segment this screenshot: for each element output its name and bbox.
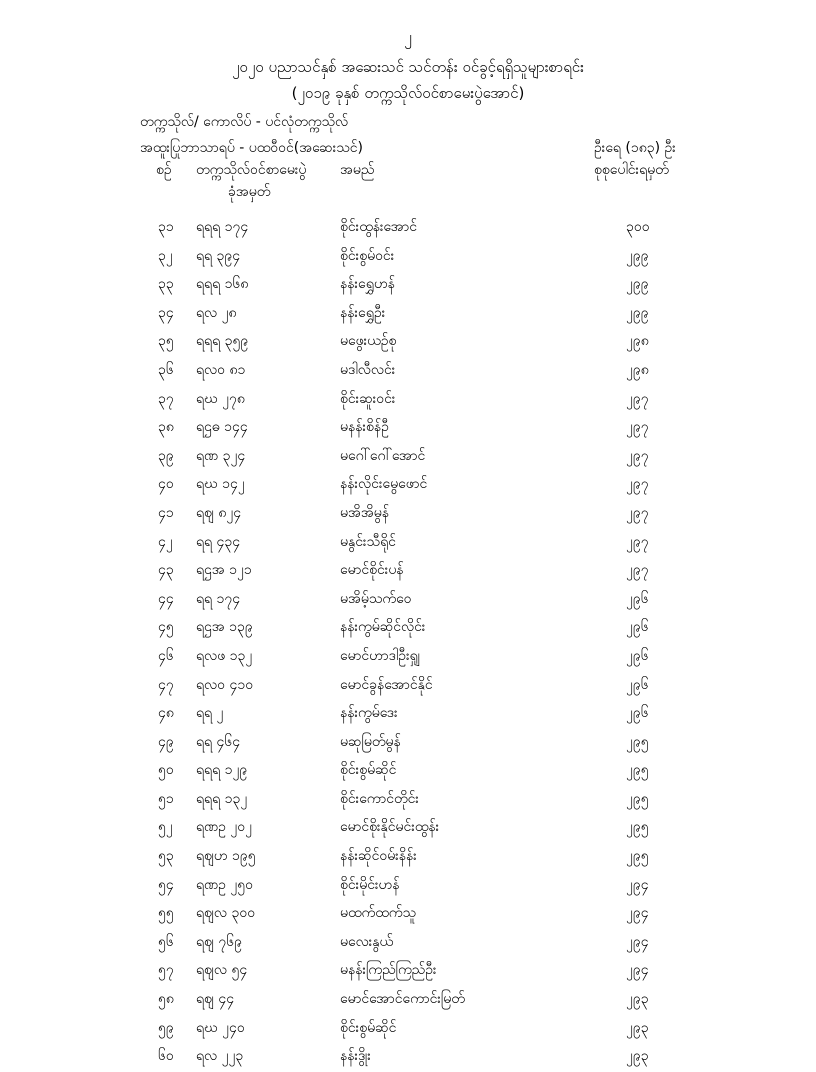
row-number: ၅၅ [158,905,174,922]
student-name: စိုင်းမိုင်းဟန် [340,876,400,893]
table-row [0,471,816,500]
total-marks: ၂၉၄ [626,905,649,922]
student-name: မလေးနွယ် [340,933,394,950]
row-number: ၄၇ [158,676,174,693]
roll-number: ရလ ၂၈ [196,304,237,321]
roll-number: ရဈလ ၃၀၀ [196,905,256,922]
student-name: မောင်စိုင်းပန် [340,562,404,579]
student-name: နန်းလိုင်းမွေဖောင် [340,476,428,493]
row-number: ၅၀ [158,762,174,779]
table-row [0,672,816,701]
table-row [0,500,816,529]
table-row [0,414,816,443]
quota-label: ဦးရေ (၁၈၃) ဦး [594,140,676,156]
header-roll-line2: ခုံအမှတ် [228,184,271,200]
student-name: မအိမ့်သက်ဝေ [340,590,412,607]
row-number: ၄၀ [158,476,174,493]
student-name: မနန်းစိန်ဦ [340,419,389,436]
total-marks: ၂၉၆ [626,676,649,693]
roll-number: ရဌအ ၁၂၁ [196,562,252,579]
total-marks: ၂၉၇ [626,447,649,464]
roll-number: ရဌဓ ၁၄၄ [196,419,248,436]
row-number: ၅၄ [158,876,174,893]
header-roll: တက္ကသိုလ်ဝင်စာမေးပွဲ [196,162,307,178]
row-number: ၃၅ [158,333,174,350]
student-name: မဒါလီလင်း [340,361,396,378]
total-marks: ၂၉၇ [626,504,649,521]
roll-number: ရဏ ၃၂၄ [196,447,246,464]
roll-number: ရလဖ ၁၃၂ [196,647,253,664]
roll-number: ရရရ ၁၂၉ [196,762,248,779]
table-row [0,557,816,586]
row-number: ၅၂ [158,819,173,836]
university-line: တက္ကသိုလ်/ ကောလိပ် - ပင်လုံတက္ကသိုလ် [140,114,349,130]
row-number: ၄၅ [158,619,174,636]
roll-number: ရရ ၂ [196,705,224,722]
student-name: မအိအိမွန် [340,504,389,521]
table-row [0,843,816,872]
table-row [0,614,816,643]
row-number: ၄၁ [158,504,174,521]
roll-number: ရရ ၃၉၄ [196,247,241,264]
total-marks: ၂၉၇ [626,390,649,407]
student-name: စိုင်းထွန်းအောင် [340,219,417,235]
total-marks: ၂၉၅ [626,733,649,750]
student-name: စိုင်းဆူးဝင်း [340,390,396,407]
row-number: ၅၉ [158,1019,174,1036]
student-name: နန်းရွှေဟန် [340,276,395,293]
roll-number: ရဌအ ၁၃၉ [196,619,253,636]
row-number: ၄၂ [158,533,173,550]
row-number: ၅၆ [158,933,174,950]
total-marks: ၂၉၈ [626,333,649,350]
row-number: ၃၂ [158,247,173,264]
roll-number: ရလဝ ၄၁၀ [196,676,254,693]
table-row [0,957,816,986]
table-row [0,443,816,472]
student-name: မောင်စိုးနိုင်မင်းထွန်း [340,819,440,836]
page-number: ၂ [404,27,412,46]
table-row [0,814,816,843]
total-marks: ၃၀၀ [626,219,650,235]
total-marks: ၂၉၇ [626,562,649,579]
table-row [0,386,816,415]
student-name: စိုင်းစွမ်ဆိုင် [340,762,397,779]
results-list [0,214,816,1072]
student-name: နန်းကွမ်ဒေး [340,705,398,722]
table-row [0,357,816,386]
table-row [0,729,816,758]
roll-number: ရဈ ၇၆၉ [196,933,242,950]
table-row [0,643,816,672]
student-name: နန်းဒွိုး [340,1048,371,1065]
total-marks: ၂၉၆ [626,705,649,722]
roll-number: ရရရ ၃၅၉ [196,333,249,350]
row-number: ၄၃ [158,562,174,579]
row-number: ၃၆ [158,361,174,378]
roll-number: ရဃ ၂၄၀ [196,1019,245,1036]
student-name: စိုင်းစွမ်ဝင်း [340,247,395,264]
total-marks: ၂၉၉ [626,304,649,321]
row-number: ၃၇ [158,390,174,407]
total-marks: ၂၉၄ [626,933,649,950]
table-row [0,872,816,901]
table-row [0,328,816,357]
student-name: မောင်ဟာဒါဦးရျှ [340,647,420,664]
student-name: စိုင်းစွမ်ဆိုင် [340,1019,397,1036]
roll-number: ရဏဥ ၂၀၂ [196,819,252,836]
table-row [0,271,816,300]
row-number: ၃၄ [158,304,174,321]
row-number: ၄၆ [158,647,174,664]
row-number: ၃၉ [158,447,174,464]
total-marks: ၂၉၅ [626,819,649,836]
table-row [0,900,816,929]
total-marks: ၂၉၇ [626,533,649,550]
roll-number: ရလဝ ၈၁ [196,361,246,378]
row-number: ၆၀ [158,1048,174,1065]
student-name: မနန်းကြည်ကြည်ဦး [340,962,437,979]
row-number: ၃၈ [158,419,174,436]
student-name: မဖွေးယဉ်စု [340,333,397,350]
student-name: မဂေါ်ဂေါ်အောင် [340,447,426,464]
total-marks: ၂၉၆ [626,619,649,636]
roll-number: ရဃ ၂၇၈ [196,390,245,407]
student-name: မဆုမြတ်မွန် [340,733,401,750]
row-number: ၃၁ [158,219,174,235]
table-row [0,300,816,329]
roll-number: ရဈ ၈၂၄ [196,504,242,521]
row-number: ၅၃ [158,848,174,865]
row-number: ၄၉ [158,733,174,750]
table-row [0,1043,816,1072]
table-row [0,700,816,729]
student-name: မောင်ခွန်အောင်နိုင် [340,676,433,693]
roll-number: ရရရ ၁၃၂ [196,790,248,807]
total-marks: ၂၉၅ [626,762,649,779]
row-number: ၄၄ [158,590,174,607]
roll-number: ရရရ ၁၆၈ [196,276,249,293]
table-row [0,214,816,243]
roll-number: ရရရ ၁၇၄ [196,219,249,235]
roll-number: ရရ ၄၃၄ [196,533,241,550]
total-marks: ၂၉၅ [626,848,649,865]
document-subtitle: (၂၀၁၉ ခုနှစ် တက္ကသိုလ်ဝင်စာမေးပွဲအောင်) [291,84,525,102]
roll-number: ရဃ ၁၄၂ [196,476,245,493]
row-number: ၅၇ [158,962,174,979]
student-name: မနွင်းသီရိုင် [340,533,396,550]
row-number: ၅၈ [158,991,174,1008]
roll-number: ရဈလ ၅၄ [196,962,248,979]
table-row [0,986,816,1015]
student-name: မထက်ထက်သူ [340,905,417,922]
table-row [0,529,816,558]
row-number: ၅၁ [158,790,174,807]
student-name: နန်းဆိုင်ဝမ်းနိန်း [340,848,417,865]
total-marks: ၂၉၄ [626,962,649,979]
total-marks: ၂၉၅ [626,790,649,807]
total-marks: ၂၉၄ [626,876,649,893]
table-row [0,243,816,272]
roll-number: ရရ ၁၇၄ [196,590,241,607]
table-row [0,586,816,615]
student-name: စိုင်းကောင်တိုင်း [340,790,419,807]
course-line: အထူးပြုဘာသာရပ် - ပထဝီဝင်(အဆေးသင်) [140,140,364,156]
row-number: ၃၃ [158,276,174,293]
roll-number: ရဈဟ ၁၉၅ [196,848,256,865]
document-title: ၂၀၂၀ ပညာသင်နှစ် အဆေးသင် သင်တန်း ဝင်ခွင့်ရရှိသူများစာရင်း [232,58,584,76]
total-marks: ၂၉၆ [626,590,649,607]
student-name: မောင်အောင်ကောင်းမြတ် [340,991,465,1008]
table-row [0,1015,816,1044]
header-no: စဉ် [156,162,172,178]
header-marks: စုစုပေါင်းရမှတ် [594,162,669,178]
roll-number: ရလ ၂၂၃ [196,1048,244,1065]
total-marks: ၂၉၆ [626,647,649,664]
roll-number: ရဈ ၄၄ [196,991,235,1008]
total-marks: ၂၉၃ [626,1019,649,1036]
student-name: နန်းကွမ်ဆိုင်လိုင်း [340,619,426,636]
table-row [0,786,816,815]
total-marks: ၂၉၇ [626,419,649,436]
total-marks: ၂၉၃ [626,1048,649,1065]
total-marks: ၂၉၉ [626,247,649,264]
total-marks: ၂၉၇ [626,476,649,493]
student-name: နန်းရွှေဦး [340,304,386,321]
total-marks: ၂၉၉ [626,276,649,293]
total-marks: ၂၉၈ [626,361,649,378]
total-marks: ၂၉၃ [626,991,649,1008]
table-row [0,757,816,786]
row-number: ၄၈ [158,705,174,722]
header-name: အမည် [340,162,375,178]
table-row [0,929,816,958]
roll-number: ရဏဥ ၂၅၀ [196,876,253,893]
roll-number: ရရ ၄၆၄ [196,733,241,750]
